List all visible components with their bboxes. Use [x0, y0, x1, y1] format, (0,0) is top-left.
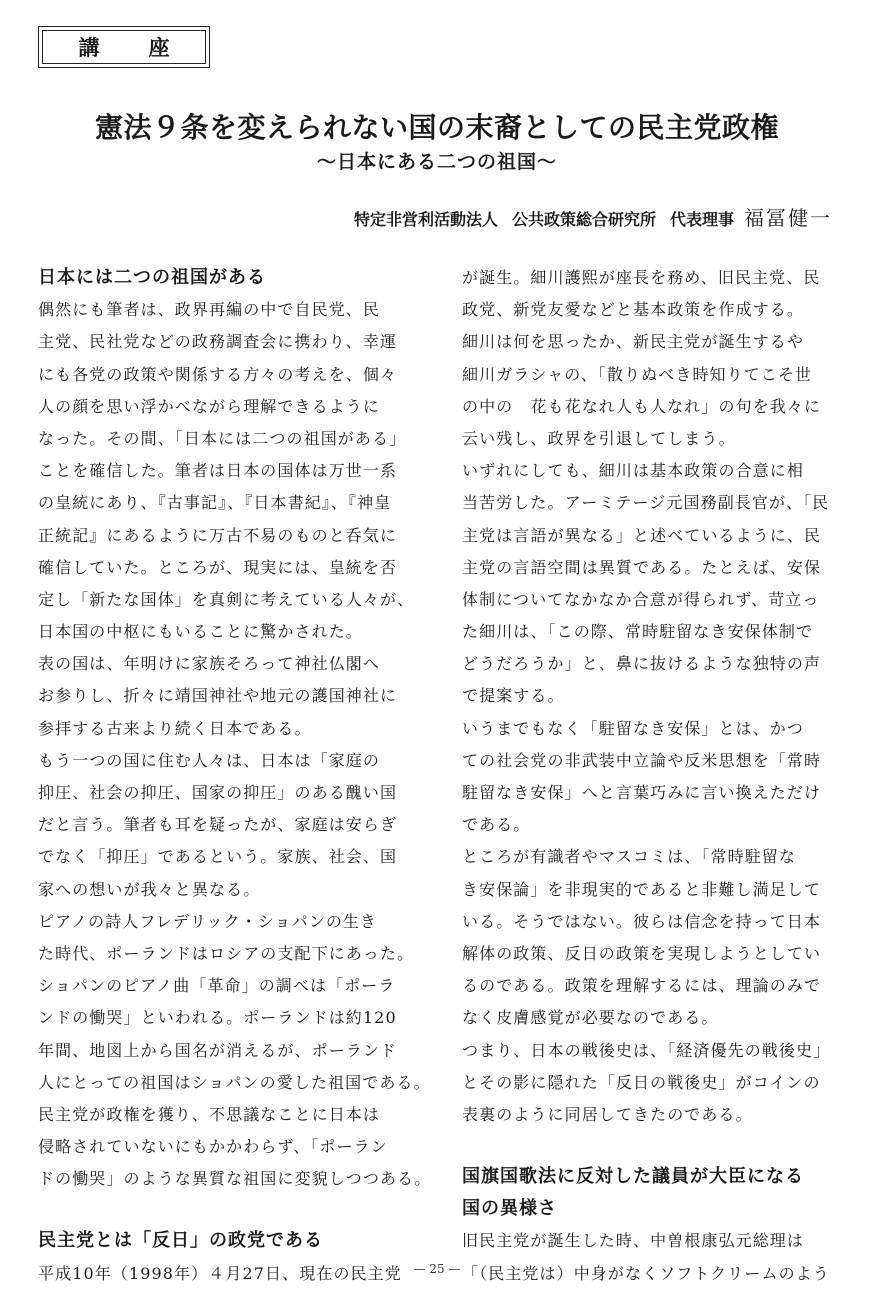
- section-heading: 日本には二つの祖国がある: [38, 267, 266, 288]
- left-body-text-1: [38, 294, 432, 1195]
- article-subtitle: ～日本にある二つの祖国～: [316, 151, 557, 173]
- section-label-box: [38, 26, 210, 68]
- text-line: なった。その間、「日本には二つの祖国がある」: [38, 428, 407, 448]
- text-line: の中の 花も花なれ人も人なれ」の句を我々に: [462, 396, 822, 416]
- text-line: 参拝する古来より続く日本である。: [38, 718, 312, 738]
- text-line: 日本国の中枢にもいることに驚かされた。: [38, 622, 363, 642]
- spacer: [462, 1131, 834, 1161]
- text-line: 偶然にも筆者は、政界再編の中で自民党、民: [38, 300, 381, 320]
- text-line: 年間、地図上から国名が消えるが、ポーランド: [38, 1040, 398, 1060]
- section-heading: 民主党とは「反日」の政党である: [38, 1230, 323, 1252]
- text-line: お参りし、折々に靖国神社や地元の護国神社に: [38, 686, 398, 706]
- text-line: 家への想いが我々と異なる。: [38, 879, 261, 899]
- text-line: が誕生。細川護熙が座長を務め、旧民主党、民: [462, 268, 821, 287]
- text-line: つまり、日本の戦後史は、「経済優先の戦後史」: [462, 1040, 831, 1060]
- text-line: き安保論」を非現実的であると非難し満足して: [462, 879, 822, 899]
- text-line: 駐留なき安保」へと言葉巧みに言い換えただけ: [462, 783, 822, 802]
- text-line: ドの慟哭」のような異質な祖国に変貌しつつある。: [38, 1169, 432, 1189]
- text-line: ショパンのピアノ曲「革命」の調べは「ポーラ: [38, 976, 396, 996]
- text-line: いる。そうではない。彼らは信念を持って日本: [462, 911, 822, 931]
- text-line: にも各党の政策や関係する方々の考えを、個々: [38, 364, 398, 384]
- byline-organization: 特定非営利活動法人: [353, 210, 498, 229]
- byline: [354, 202, 832, 231]
- text-line: 民主党が政権を獲り、不思議なことに日本は: [38, 1104, 381, 1124]
- text-line: 定し「新たな国体」を真剣に考えている人々が、: [38, 589, 415, 609]
- section-heading: 国旗国歌法に反対した議員が大臣になる: [462, 1166, 804, 1188]
- left-column: [38, 262, 432, 1290]
- text-line: 政党、新党友愛などと基本政策を作成する。: [462, 300, 805, 320]
- right-body-text-2: [462, 1225, 834, 1289]
- byline-role: 代表理事: [669, 210, 734, 229]
- text-line: 人にとっての祖国はショパンの愛した祖国である。: [38, 1072, 431, 1092]
- text-line: 細川は何を思ったか、新民主党が誕生するや: [462, 332, 805, 352]
- spacer: [38, 1195, 410, 1225]
- article-title: 憲法９条を変えられない国の末裔としての民主党政権: [94, 111, 779, 144]
- text-line: 確信していた。ところが、現実には、皇統を否: [38, 557, 398, 577]
- text-line: ことを確信した。筆者は日本の国体は万世一系: [38, 461, 398, 481]
- text-line: 表裏のように同居してきたのである。: [462, 1104, 753, 1124]
- text-line: 解体の政策、反日の政策を実現しようとしてい: [462, 943, 822, 963]
- page-number: — 25 —: [413, 1262, 461, 1276]
- text-line: た細川は、「この際、常時駐留なき安保体制で: [462, 622, 814, 642]
- text-line: た時代、ポーランドはロシアの支配下にあった。: [38, 943, 415, 963]
- text-line: 表の国は、年明けに家族そろって神社仏閣へ: [38, 654, 381, 674]
- text-line: ンドの慟哭」といわれる。ポーランドは約120: [38, 1008, 397, 1028]
- right-body-text-1: [462, 262, 834, 1131]
- right-column: [462, 262, 834, 1290]
- text-line: 主党は言語が異なる」と述べているように、民: [462, 525, 822, 545]
- text-line: 主党の言語空間は異質である。たとえば、安保: [462, 557, 822, 577]
- text-line: るのである。政策を理解するには、理論のみで: [462, 976, 822, 996]
- text-line: の皇統にあり、『古事記』、『日本書紀』、『神皇: [38, 493, 392, 513]
- byline-institute: 公共政策総合研究所: [511, 210, 656, 229]
- text-line: 抑圧、社会の抑圧、国家の抑圧」のある醜い国: [38, 783, 398, 802]
- text-line: ところが有識者やマスコミは、「常時駐留な: [462, 847, 797, 867]
- text-line: 旧民主党が誕生した時、中曽根康弘元総理は: [462, 1231, 805, 1251]
- text-line: 当苦労した。アーミテージ元国務副長官が、「民: [462, 493, 830, 513]
- section-label: 講 座: [42, 30, 206, 64]
- text-line: 「（民主党は）中身がなくソフトクリームのよう: [462, 1263, 830, 1283]
- text-line: でなく「抑圧」であるという。家族、社会、国: [38, 847, 398, 867]
- text-line: 主党、民社党などの政務調査会に携わり、幸運: [38, 332, 398, 352]
- text-line: なく皮膚感覚が必要なのである。: [462, 1008, 719, 1028]
- text-line: 云い残し、政界を引退してしまう。: [462, 428, 736, 448]
- text-line: いずれにしても、細川は基本政策の合意に相: [462, 461, 805, 481]
- section-heading-continued: 国の異様さ: [462, 1198, 557, 1220]
- byline-author: 福冨健一: [744, 206, 832, 230]
- text-line: とその影に隠れた「反日の戦後史」がコインの: [462, 1072, 821, 1092]
- text-line: 侵略されていないにもかかわらず、「ポーラン: [38, 1137, 388, 1157]
- text-line: 細川ガラシャの、「散りぬべき時知りてこそ世: [462, 364, 813, 384]
- text-line: である。: [462, 815, 531, 835]
- text-line: だと言う。筆者も耳を疑ったが、家庭は安らぎ: [38, 815, 398, 835]
- text-line: もう一つの国に住む人々は、日本は「家庭の: [38, 750, 381, 770]
- text-line: 人の顔を思い浮かべながら理解できるように: [38, 396, 381, 416]
- text-line: で提案する。: [462, 686, 565, 706]
- text-line: 平成10年（1998年）４月27日、現在の民主党: [38, 1263, 402, 1283]
- text-line: いうまでもなく「駐留なき安保」とは、かつ: [462, 718, 805, 738]
- text-line: 体制についてなかなか合意が得られず、苛立っ: [462, 589, 820, 609]
- text-line: どうだろうか」と、鼻に抜けるような独特の声: [462, 654, 822, 674]
- text-line: 正統記』にあるように万古不易のものと呑気に: [38, 525, 398, 545]
- text-line: ピアノの詩人フレデリック・ショパンの生き: [38, 911, 378, 931]
- text-line: ての社会党の非武装中立論や反米思想を「常時: [462, 750, 822, 770]
